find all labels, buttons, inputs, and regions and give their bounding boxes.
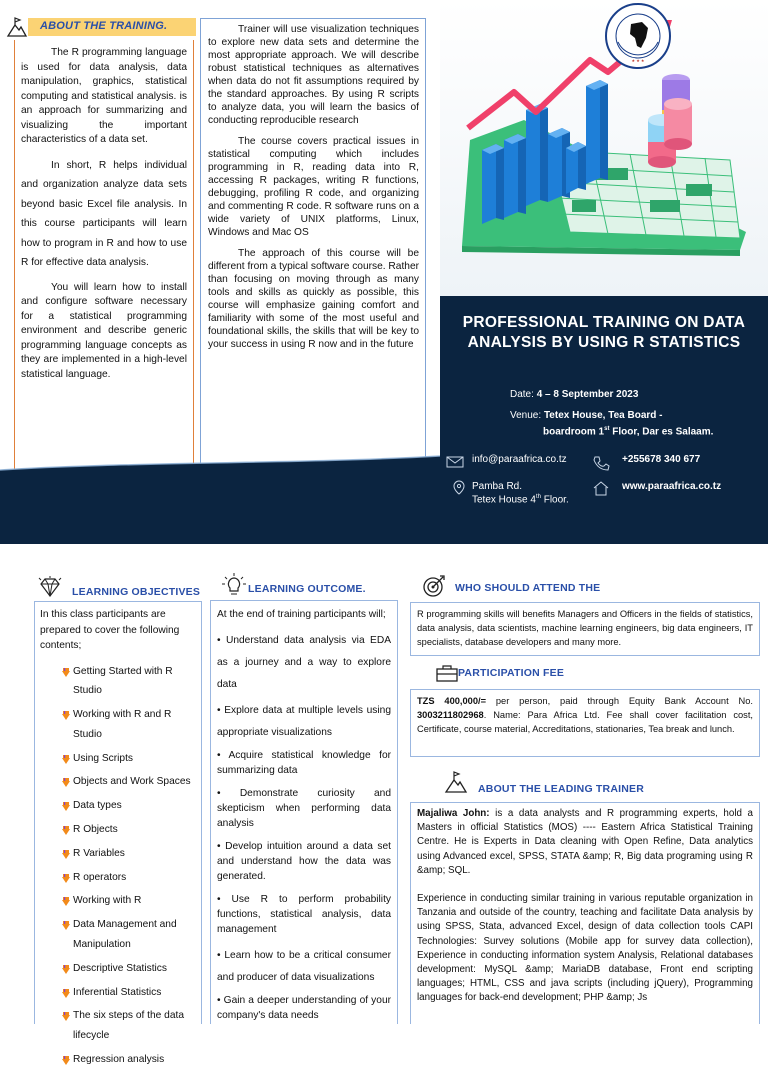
participation-fee-box [410, 689, 760, 757]
objective-item [40, 844, 196, 864]
objective-item-label: Data Management and Manipulation [73, 919, 177, 951]
objective-item-label: Descriptive Statistics [73, 962, 167, 974]
arrow-down-bullet-icon [62, 850, 70, 859]
trainer-paragraph-1: Trainer will use visualization techniques to explore new data sets and determine the most appropriate approach. We will describe robust statistical techniques as alternatives when data do not fit assumptions required by the standard approaches. By using R scripts to analyze data, you will learn the basics of conducting reproducible research [208, 24, 419, 126]
objectives-intro: In this class participants are prepared to cover the following contents; [40, 609, 180, 651]
wave-band [0, 452, 440, 544]
outcome-item: • Develop intuition around a data set and understand how the data was generated. [217, 841, 391, 882]
course-title: PROFESSIONAL TRAINING ON DATA ANALYSIS BY USING R STATISTICS [462, 314, 746, 351]
about-paragraph-1: The R programming language is used for data analysis, data manipulation, graphics, statistical computing and statistical analysis. is an approach for summarizing and visualizing the important characteristics of a data set. [21, 47, 187, 145]
venue-room: boardroom 1 [543, 426, 605, 438]
venue-city: Floor, Dar es Salaam. [609, 426, 714, 438]
mountain-flag-icon [6, 16, 28, 38]
objective-item-label: R operators [73, 871, 127, 883]
address-building: Tetex House 4 [472, 494, 536, 506]
who-should-attend-heading: WHO SHOULD ATTEND THE [455, 582, 601, 594]
objective-item [40, 705, 196, 745]
arrow-down-bullet-icon [62, 874, 70, 883]
address-line-2 [472, 494, 569, 505]
arrow-down-bullet-icon [62, 778, 70, 787]
objective-item-label: Using Scripts [73, 752, 134, 764]
outcome-intro: At the end of training participants will; [217, 609, 386, 620]
venue-floor-suffix: st [604, 426, 610, 432]
trainer-paragraph-3: The approach of this course will be different from a typical software course. Rather than focusing on moving through as many tools and skills as quickly as possible, this course will emphasize gaining comfort and familiarity with some of the most useful and foundational skills, the skills that will be key to your success in using R now and in the future [208, 248, 420, 350]
event-venue-line-2 [543, 426, 713, 437]
objective-item-label: Working with R and R Studio [73, 709, 172, 740]
objective-item-label: R Variables [73, 847, 125, 859]
objectives-list [40, 662, 196, 1070]
address-line-1: Pamba Rd. [472, 481, 523, 492]
objective-item [40, 891, 196, 911]
objective-item-label: R Objects [73, 824, 118, 836]
phone-icon [592, 455, 610, 471]
objective-item-label: Working with R [73, 895, 142, 907]
fee-amount: TZS 400,000/= [417, 696, 487, 706]
objective-item [40, 868, 196, 888]
briefcase-icon [436, 663, 458, 683]
about-paragraph-3: You will learn how to install and configure software necessary for a statistical programming environment and describe generic programming language concepts as they are implemented in a high-level statistical language. [21, 281, 187, 380]
arrow-down-bullet-icon [62, 965, 70, 974]
phone-number[interactable]: +255678 340 677 [622, 454, 701, 465]
objective-item [40, 820, 196, 840]
about-training-heading [6, 16, 192, 38]
email-link[interactable]: info@paraafrica.co.tz [472, 454, 567, 465]
date-label: Date: [510, 389, 534, 400]
arrow-down-bullet-icon [62, 897, 70, 906]
objective-item [40, 959, 196, 979]
target-icon [422, 574, 446, 598]
trainer-name: Majaliwa John: [417, 808, 490, 819]
diamond-icon [38, 576, 62, 598]
outcome-item: • Use R to perform probability functions, statistical analysis, data management [217, 894, 391, 935]
learning-outcome-box [210, 600, 398, 1024]
arrow-down-bullet-icon [62, 755, 70, 764]
objective-item [40, 772, 196, 792]
arrow-down-bullet-icon [62, 711, 70, 720]
outcome-item: • Learn how to be a critical consumer and producer of data visualizations [217, 950, 391, 983]
learning-objectives-box [34, 601, 202, 1066]
arrow-down-bullet-icon [62, 989, 70, 998]
about-heading-text: ABOUT THE TRAINING. [40, 20, 168, 32]
para-africa-logo [604, 2, 672, 70]
website-link[interactable]: www.paraafrica.co.tz [622, 481, 722, 492]
arrow-down-bullet-icon [62, 1012, 70, 1021]
fee-text-a: per person, paid through Equity Bank Account No. [486, 696, 753, 706]
objective-item-label: The six steps of the data lifecycle [73, 1010, 184, 1042]
objective-item [40, 662, 196, 702]
objective-item-label: Objects and Work Spaces [73, 776, 191, 788]
who-should-attend-box: R programming skills will benefits Managers and Officers in the fields of statistics, data analysis, data scientists, machine learning engineers, big data engineers, IT specialists, database developers and many more. [410, 602, 760, 656]
email-icon [446, 454, 464, 470]
objective-item [40, 796, 196, 816]
objective-item [40, 915, 196, 955]
objective-item [40, 983, 196, 1003]
event-venue [510, 410, 662, 421]
location-pin-icon [450, 480, 468, 496]
arrow-down-bullet-icon [62, 921, 70, 930]
lightbulb-icon [222, 573, 246, 597]
participation-fee-heading: PARTICIPATION FEE [458, 667, 565, 679]
home-icon [592, 480, 610, 496]
address-floor-suffix: th [535, 494, 541, 500]
bank-account-number: 3003211802968 [417, 710, 484, 720]
arrow-down-bullet-icon [62, 668, 70, 677]
outcome-item: • Gain a deeper understanding of your company's data needs [217, 995, 391, 1021]
outcome-item: • Understand data analysis via EDA as a journey and a way to explore data [217, 635, 391, 690]
learning-objectives-heading: LEARNING OBJECTIVES [72, 586, 201, 598]
event-date [510, 389, 638, 400]
leading-trainer-heading: ABOUT THE LEADING TRAINER [478, 783, 644, 795]
mountain-flag-icon [444, 770, 468, 794]
objective-item-label: Data types [73, 800, 122, 812]
venue-label: Venue: [510, 410, 542, 421]
objective-item-label: Getting Started with R Studio [73, 665, 173, 697]
outcome-list [217, 630, 391, 1023]
trainer-bio-paragraph-2: Experience in conducting similar training in various reputable organization in Tanzania and outside of the country, teaching and facilitate Data analysis by using SPSS, Stata, advanced Excel, design of data collection tools CAPI Technologies: Survey solutions (Mobile app for survey data collection), Experience in conducting information system Analysis, Relational databases development: MySQL &amp; MariaDB database, Front end scripting languages; HTML, CSS and java scripts (including jQuery), Programming languages for back-end development; PHP &amp; Js [417, 893, 753, 1004]
venue-value: Tetex House, Tea Board - [543, 410, 663, 421]
date-value: 4 – 8 September 2023 [536, 389, 639, 400]
leading-trainer-box [410, 802, 760, 1024]
objective-item-label: Regression analysis [73, 1054, 165, 1066]
learning-outcome-heading: LEARNING OUTCOME. [248, 583, 366, 595]
svg-text:★ ★ ★: ★ ★ ★ [631, 58, 645, 63]
trainer-approach-box [200, 18, 426, 470]
objective-item [40, 749, 196, 769]
about-training-box [14, 40, 194, 470]
arrow-down-bullet-icon [62, 802, 70, 811]
objective-item [40, 1006, 196, 1046]
about-paragraph-2: In short, R helps individual and organization analyze data sets beyond basic Excel file analysis. In this course participants will learn how to program in R and how to use R for effective data analysis. [21, 159, 187, 268]
outcome-item: • Demonstrate curiosity and skepticism when performing data analysis [217, 788, 391, 829]
outcome-item: • Acquire statistical knowledge for summarizing data [217, 750, 391, 776]
arrow-down-bullet-icon [62, 826, 70, 835]
arrow-down-bullet-icon [62, 1056, 70, 1065]
fee-text-b: . Name: Para Africa Ltd. Fee shall cover facilitation cost, Certificate, course material, Accreditations, stationaries, Tea break and lunch. [417, 710, 753, 734]
outcome-item: • Explore data at multiple levels using appropriate visualizations [217, 705, 391, 738]
trainer-bio-text-1: is a data analysts and R programming experts, hold a Masters in official Statistics (MOS) ---- Eastern Africa Statistical Training Centre. He is Experts in Data cleaning with Open Refine, Data analytics using Advanced excel, SPSS, STATA &amp; R, Big data programing using R &amp; SQL. [417, 808, 753, 876]
address-floor: Floor. [540, 494, 569, 506]
objective-item-label: Inferential Statistics [73, 986, 162, 998]
objective-item [40, 1050, 196, 1070]
trainer-bio-paragraph-1 [417, 807, 753, 878]
trainer-paragraph-2: The course covers practical issues in statistical computing which includes programming in R, reading data into R, accessing R packages, writing R functions, debugging, profiling R code, and organizing and commenting R code. R software runs on a wide variety of UNIX platforms, Linux, Windows and Mac OS [208, 136, 419, 238]
